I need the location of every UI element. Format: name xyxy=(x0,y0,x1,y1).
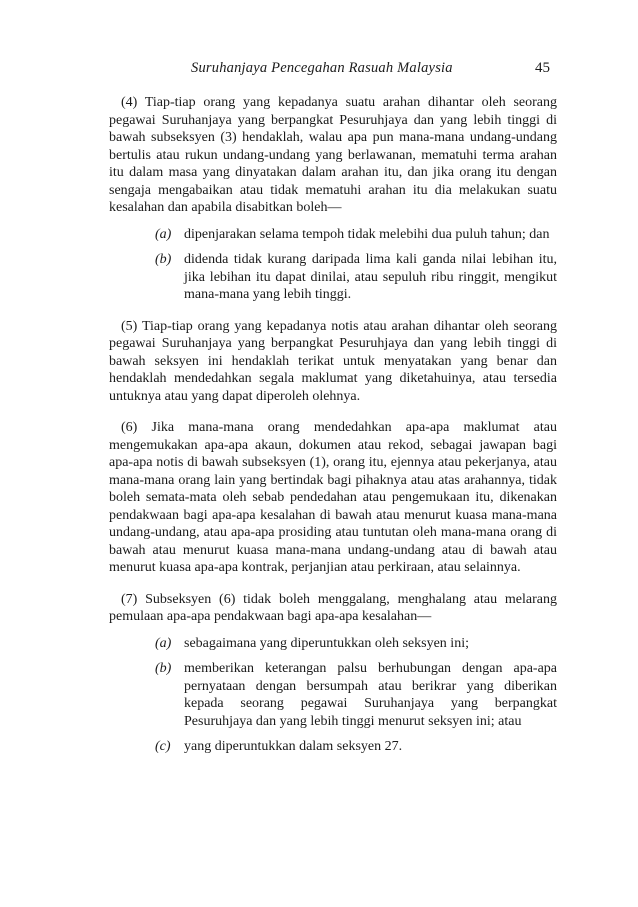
item-text: didenda tidak kurang daripada lima kali ganda nilai lebihan itu, jika lebihan itu dapat dinilai, atau sepuluh ribu ringgit, mengikut mana-mana yang lebih tinggi. xyxy=(184,252,557,302)
subsection-4-item-a xyxy=(155,226,557,244)
subsection-7-item-c xyxy=(155,738,557,756)
item-text: dipenjarakan selama tempoh tidak melebihi dua puluh tahun; dan xyxy=(184,226,550,242)
document-body xyxy=(109,94,557,764)
page-number: 45 xyxy=(535,60,550,76)
running-header xyxy=(0,60,638,84)
subsection-4: (4) Tiap-tiap orang yang kepadanya suatu arahan dihantar oleh seorang pegawai Suruhanjaya yang berpangkat Pesuruhjaya dan yang lebih tinggi di bawah subseksyen (3) hendaklah, walau apa pun mana-mana undang-undang bertulis atau rukun undang-undang yang berlawanan, mematuhi terma arahan itu dalam masa yang dinyatakan dalam arahan itu, dan jika orang itu dengan sengaja mengabaikan atau tidak mematuhi arahan itu dia melakukan suatu kesalahan dan apabila disabitkan boleh— xyxy=(109,95,557,215)
item-label: (b) xyxy=(155,252,172,267)
subsection-7-item-b xyxy=(155,660,557,730)
item-text: yang diperuntukkan dalam seksyen 27. xyxy=(184,739,403,754)
item-text: sebagaimana yang diperuntukkan oleh seksyen ini; xyxy=(184,635,469,651)
item-text: memberikan keterangan palsu berhubungan dengan apa-apa pernyataan dengan bersumpah atau berikrar yang diberikan kepada seorang pegawai Suruhanjaya yang berpangkat Pesuruhjaya dan yang lebih tinggi menurut seksyen ini; atau xyxy=(184,661,557,729)
subsection-7-item-a xyxy=(155,635,557,653)
item-label: (c) xyxy=(155,739,171,754)
subsection-5: (5) Tiap-tiap orang yang kepadanya notis atau arahan dihantar oleh seorang pegawai Suruhanjaya yang berpangkat Pesuruhjaya dan yang lebih tinggi di bawah seksyen ini hendaklah terikat untuk menyatakan yang benar dan hendaklah mendedahkan segala maklumat yang diketahuinya, atau tersedia untuknya atau yang dapat diperoleh olehnya. xyxy=(109,318,557,404)
header-title: Suruhanjaya Pencegahan Rasuah Malaysia xyxy=(191,60,453,76)
subsection-4-item-b xyxy=(155,251,557,304)
item-label: (b) xyxy=(155,661,172,676)
subsection-6: (6) Jika mana-mana orang mendedahkan apa-apa maklumat atau mengemukakan apa-apa akaun, dokumen atau rekod, sebagai jawapan bagi apa-apa notis di bawah subseksyen (1), orang itu, ejennya atau pekerjanya, atau mana-mana orang lain yang bertindak bagi pihaknya atau atas arahannya, tidak boleh semata-mata oleh sebab pendedahan atau pengemukaan itu, dikenakan pendakwaan bagi apa-apa kesalahan di bawah atau menurut kuasa mana-mana undang-undang, atau apa-apa prosiding atau tuntutan oleh mana-mana orang di bawah atau menurut kuasa mana-mana undang-undang atau di bawah atau menurut kuasa apa-apa kontrak, perjanjian atau perkiraan, atau selainnya. xyxy=(109,420,557,575)
item-label: (a) xyxy=(155,226,172,242)
subsection-7: (7) Subseksyen (6) tidak boleh menggalang, menghalang atau melarang pemulaan apa-apa pendakwaan bagi apa-apa kesalahan— xyxy=(109,591,557,624)
item-label: (a) xyxy=(155,635,172,651)
